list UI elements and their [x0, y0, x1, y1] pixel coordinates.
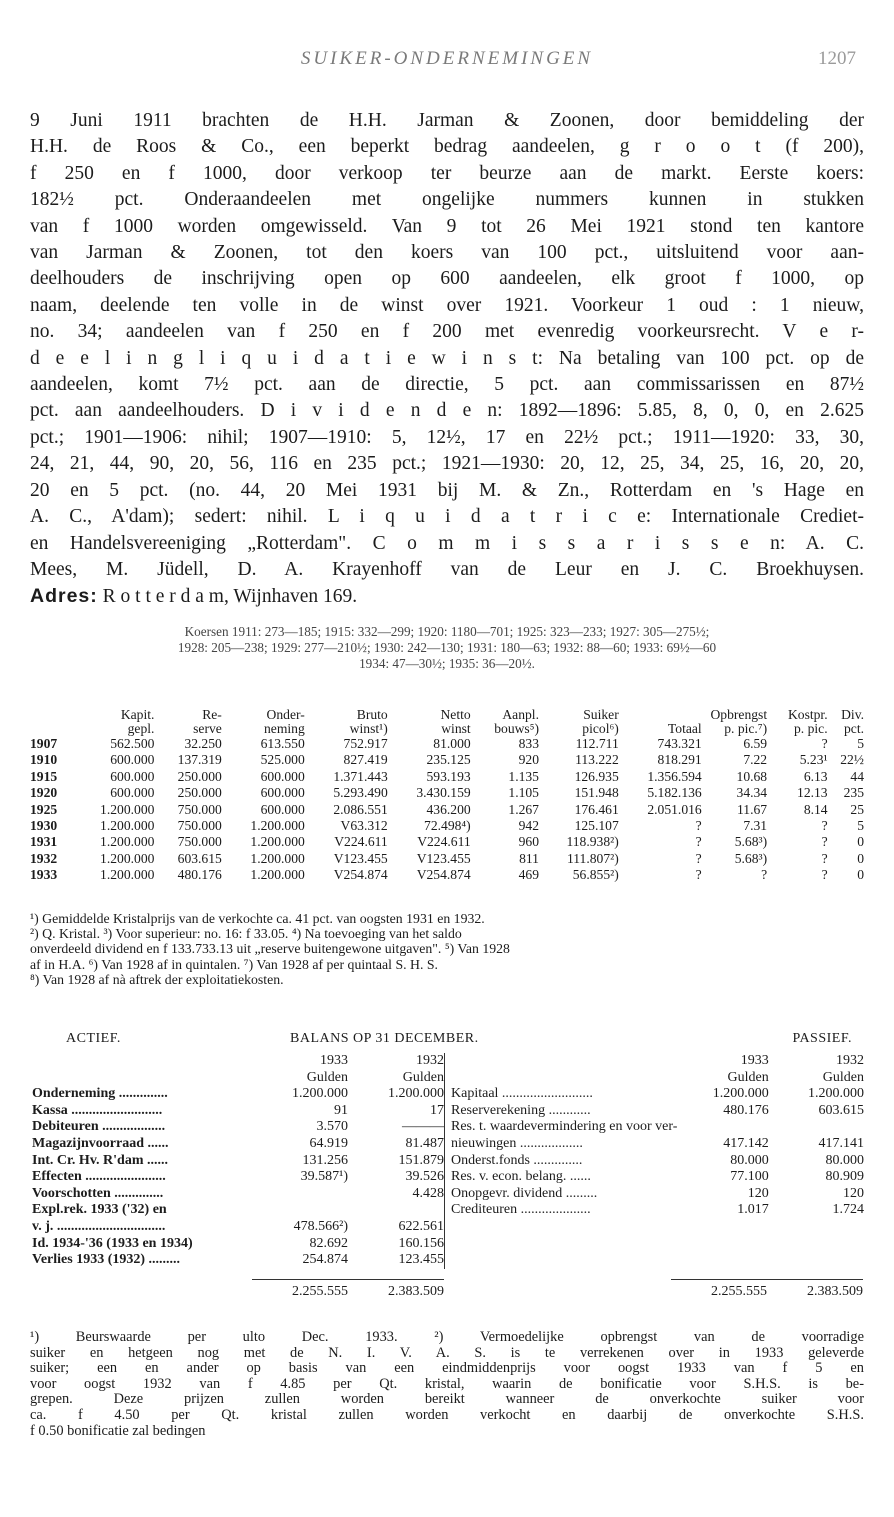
stats-value-cell: 827.419: [343, 752, 388, 768]
stats-value-cell: 600.000: [260, 768, 305, 784]
stats-value-cell: ?: [695, 818, 702, 834]
actief-row: [30, 1103, 444, 1120]
stats-value-cell: ?: [761, 867, 768, 883]
stats-value-cell: 1.200.000: [250, 834, 305, 850]
unit-label: Gulden: [822, 1069, 864, 1085]
stats-header-cell: Bruto: [356, 707, 388, 722]
footnote-line: suiker en hetgeen nog met de N. I. V. A. S. is te verrekenen over in 1933 geleverde: [30, 1344, 864, 1361]
year-1932: 1932: [416, 1053, 444, 1068]
stats-value-cell: 125.107: [574, 818, 619, 834]
stats-value-cell: 1.135: [508, 768, 539, 784]
stats-year-cell: 1932: [30, 850, 58, 866]
stats-value-cell: 10.68: [736, 768, 768, 784]
balance-value-1933: 39.587¹): [300, 1169, 348, 1185]
stats-year-cell: 1907: [30, 736, 58, 751]
body-line: H.H. de Roos & Co., een beperkt bedrag aandeelen, g r o o t (f 200),: [30, 136, 864, 158]
stats-value-cell: 1.105: [508, 785, 539, 801]
balance-title: BALANS OP 31 DECEMBER.: [290, 1031, 479, 1046]
actief-body: [30, 1086, 444, 1269]
stats-value-cell: 235: [843, 785, 864, 801]
stats-value-cell: 2.086.551: [333, 801, 388, 817]
stats-header-cell: Div.: [841, 707, 864, 722]
balance-value-1933: 80.000: [730, 1152, 769, 1168]
stats-value-cell: V63.312: [340, 818, 388, 834]
stats-value-cell: 8.14: [803, 801, 828, 817]
stats-value-cell: V224.611: [417, 834, 471, 850]
stats-value-cell: 250.000: [177, 785, 222, 801]
actief-row: [30, 1252, 444, 1269]
balance-value-1932: 39.526: [405, 1169, 444, 1185]
footnote-line: ²) Q. Kristal. ³) Voor superieur: no. 16: f 33.05. ⁴) Na toevoeging van het saldo: [30, 926, 462, 942]
stats-row: [30, 769, 864, 785]
stats-value-cell: 112.711: [575, 736, 619, 751]
stats-value-cell: V254.874: [416, 867, 471, 883]
total-1933: 2.255.555: [252, 1279, 348, 1300]
balance-value-1933: 120: [747, 1185, 769, 1201]
actief-unit-row: [30, 1070, 444, 1087]
stats-value-cell: 235.125: [426, 752, 471, 768]
stats-value-cell: 34.34: [736, 785, 768, 801]
passief-body: [445, 1086, 864, 1219]
stats-header-cell: p. pic.: [794, 721, 828, 736]
footnote-line: f 0.50 bonificatie zal bedingen: [30, 1422, 206, 1439]
passief-year-row: [445, 1053, 864, 1070]
stats-year-cell: 1915: [30, 768, 58, 784]
balance-value-1933: 77.100: [730, 1169, 769, 1185]
balance-value-1933: [256, 1186, 348, 1203]
footnote-line: af in H.A. ⁶) Van 1928 af in quintalen. ⁷) Van 1928 af per quintaal S. H. S.: [30, 956, 438, 972]
stats-value-cell: 818.291: [657, 752, 702, 768]
quotes-line: 1928: 205—238; 1929: 277—210½; 1930: 242—130; 1931: 180—63; 1932: 88—60; 1933: 69½—60: [177, 640, 717, 655]
stats-value-cell: 3.430.159: [416, 785, 471, 801]
balance-value-1932: ———: [402, 1119, 444, 1135]
footnote-line: ca. f 4.50 per Qt. kristal zullen worden verkocht en daarbij de onverkochte S.H.S.: [30, 1406, 864, 1423]
stats-header-cell: neming: [264, 721, 305, 736]
year-1933: 1933: [320, 1053, 348, 1068]
body-line: deelhouders de inschrijving open op 600 aandeelen, elk groot f 1000, op: [30, 268, 864, 290]
passief-row: [445, 1202, 864, 1219]
stats-header-cell: Netto: [440, 707, 471, 722]
body-line: 24, 21, 44, 90, 20, 56, 116 en 235 pct.; 1921—1930: 20, 12, 25, 34, 25, 16, 20, 20,: [30, 453, 864, 475]
balance-value-1933: 480.176: [723, 1102, 769, 1118]
stats-value-cell: 752.917: [343, 736, 388, 751]
balance-sheet: [30, 1031, 864, 1300]
balance-value-1933: 1.200.000: [292, 1086, 348, 1102]
balance-item-label: Res. t. waardevermindering en voor ver-: [451, 1119, 678, 1135]
balance-item-label: Id. 1934-'36 (1933 en 1934): [32, 1235, 193, 1251]
actief-year-row: [30, 1053, 444, 1070]
stats-value-cell: 743.321: [657, 736, 702, 751]
footnote-line: suiker; een en ander op basis van een eindmiddenprijs voor oogst 1933 van f 5 en: [30, 1360, 864, 1377]
passief-heading: PASSIEF.: [792, 1031, 852, 1046]
balance-item-label: Onderst.fonds ..............: [451, 1152, 583, 1168]
balance-value-1932: 603.615: [818, 1102, 864, 1118]
stats-value-cell: 920: [518, 752, 539, 768]
unit-label: Gulden: [306, 1069, 348, 1085]
balance-item-label: Kapitaal ..........................: [451, 1086, 593, 1102]
balance-headings: [30, 1031, 864, 1053]
balance-item-label: Res. v. econ. belang. ......: [451, 1169, 591, 1185]
stats-value-cell: 7.22: [743, 752, 768, 768]
stats-value-cell: ?: [821, 867, 828, 883]
stats-header-cell: pct.: [843, 721, 864, 736]
stats-header-cell: Re-: [202, 707, 222, 722]
stats-value-cell: V123.455: [333, 850, 388, 866]
actief-totals: [30, 1279, 444, 1300]
stats-value-cell: 113.222: [575, 752, 619, 768]
balance-item-label: Crediteuren ....................: [451, 1202, 591, 1218]
stats-value-cell: 5: [857, 736, 864, 751]
actief-row: [30, 1219, 444, 1236]
stats-value-cell: 1.200.000: [100, 818, 155, 834]
balance-item-label: Onderneming ..............: [32, 1086, 168, 1102]
balance-value-1933: 64.919: [309, 1135, 348, 1151]
body-line: f 250 en f 1000, door verkoop ter beurze aan de markt. Eerste koers:: [30, 162, 864, 184]
actief-side: [30, 1053, 444, 1269]
stats-value-cell: 151.948: [574, 785, 619, 801]
stats-value-cell: 1.200.000: [250, 867, 305, 883]
stats-value-cell: ?: [821, 834, 828, 850]
passief-row: [445, 1186, 864, 1203]
stats-value-cell: 176.461: [574, 801, 619, 817]
balance-value-1932: 17: [430, 1102, 444, 1118]
stats-row: [30, 752, 864, 768]
stats-value-cell: V254.874: [333, 867, 388, 883]
balance-item-label: Magazijnvoorraad ......: [32, 1135, 169, 1151]
balance-footnotes: [30, 1330, 864, 1439]
stats-year-cell: 1910: [30, 752, 58, 768]
footnote-line: voor oogst 1932 van f 4.85 per Qt. kristal, waarin de bonificatie voor S.H.S. is be-: [30, 1375, 864, 1392]
stats-value-cell: 72.498⁴): [424, 818, 471, 834]
balance-value-1933: 478.566²): [293, 1218, 348, 1234]
stats-value-cell: 593.193: [426, 768, 471, 784]
body-line: pct.; 1901—1906: nihil; 1907—1910: 5, 12½, 17 en 22½ pct.; 1911—1920: 33, 30,: [30, 426, 864, 448]
body-line: no. 34; aandeelen van f 250 en f 200 met evenredig voorkeursrecht. V e r-: [30, 321, 864, 343]
body-line: van Jarman & Zoonen, tot den koers van 100 pct., uitsluitend voor aan-: [30, 242, 864, 264]
stats-header-cell: Suiker: [583, 707, 619, 722]
actief-row: [30, 1236, 444, 1253]
year-1932: 1932: [836, 1053, 864, 1068]
total-1933: 2.255.555: [671, 1279, 767, 1300]
page-header: [0, 48, 894, 76]
stats-header-cell: Totaal: [667, 721, 702, 736]
actief-row: [30, 1086, 444, 1103]
balance-value-1932: 160.156: [398, 1235, 444, 1251]
stats-value-cell: 126.935: [574, 768, 619, 784]
stats-value-cell: V123.455: [416, 850, 471, 866]
stats-value-cell: 525.000: [260, 752, 305, 768]
passief-row: [445, 1103, 864, 1120]
body-line: A. C., A'dam); sedert: nihil. L i q u i d a t r i c e: Internationale Crediet-: [30, 506, 864, 528]
stats-value-cell: 600.000: [110, 752, 155, 768]
body-line: 9 Juni 1911 brachten de H.H. Jarman & Zoonen, door bemiddeling der: [30, 110, 864, 131]
body-line: naam, deelende ten volle in de winst over 1921. Voorkeur 1 oud : 1 nieuw,: [30, 294, 864, 316]
address-line: [30, 583, 864, 610]
stats-value-cell: 811: [519, 850, 539, 866]
balance-item-label: Expl.rek. 1933 ('32) en: [32, 1202, 167, 1218]
balance-value-1932: 120: [843, 1185, 864, 1201]
stats-value-cell: 6.59: [743, 736, 768, 751]
stats-value-cell: 5.182.136: [647, 785, 702, 801]
stats-value-cell: 56.855²): [572, 867, 619, 883]
passief-row: [445, 1119, 864, 1136]
stats-value-cell: 1.371.443: [333, 768, 388, 784]
passief-totals: [444, 1279, 863, 1300]
year-1933: 1933: [740, 1053, 769, 1068]
stats-value-cell: 942: [518, 818, 539, 834]
stats-value-cell: 1.267: [508, 801, 539, 817]
stats-year-cell: 1930: [30, 818, 58, 834]
stats-value-cell: 0: [857, 834, 864, 850]
total-1932: 2.383.509: [348, 1279, 444, 1300]
stats-value-cell: 118.938²): [566, 834, 619, 850]
actief-row: [30, 1136, 444, 1153]
address-label: Adres:: [30, 585, 98, 608]
stats-value-cell: ?: [821, 818, 828, 834]
stats-value-cell: 1.200.000: [100, 834, 155, 850]
stats-value-cell: 44: [850, 768, 864, 784]
stats-value-cell: ?: [695, 834, 702, 850]
stats-value-cell: 7.31: [743, 818, 768, 834]
stats-value-cell: 12.13: [797, 785, 828, 801]
page-number: 1207: [818, 48, 856, 69]
stats-year-cell: 1931: [30, 834, 58, 850]
stats-header-cell: winst¹): [349, 721, 388, 736]
stats-header-cell: picol⁶): [582, 721, 619, 736]
stats-header-cell: Kostpr.: [787, 707, 828, 722]
stats-value-cell: 613.550: [260, 736, 305, 751]
passief-row: [445, 1136, 864, 1153]
stats-value-cell: ?: [695, 850, 702, 866]
stats-row: [30, 867, 864, 883]
balance-value-1932: 4.428: [412, 1185, 444, 1201]
actief-row: [30, 1202, 444, 1219]
quotes-line: Koersen 1911: 273—185; 1915: 332—299; 1920: 1180—701; 1925: 323—233; 1927: 305—275½;: [184, 624, 710, 639]
footnote-line: onverdeeld dividend en f 133.733.13 uit „reserve buitengewone uitgaven". ⁵) Van 1928: [30, 941, 510, 957]
stats-value-cell: V224.611: [334, 834, 388, 850]
stats-header-cell: Onder-: [266, 707, 305, 722]
stats-value-cell: 0: [857, 850, 864, 866]
stats-header-cell: [30, 722, 71, 736]
body-line: van f 1000 worden omgewisseld. Van 9 tot 26 Mei 1921 stond ten kantore: [30, 215, 864, 237]
passief-side: [444, 1053, 864, 1269]
balance-value-1932: 1.200.000: [388, 1086, 444, 1102]
stats-value-cell: 750.000: [177, 834, 222, 850]
balance-value-1933: 131.256: [302, 1152, 348, 1168]
stats-header-cell: Opbrengst: [710, 707, 768, 722]
stats-value-cell: 25: [850, 801, 864, 817]
stats-value-cell: 1.200.000: [100, 801, 155, 817]
body-line: Mees, M. Jüdell, D. A. Krayenhoff van de Leur en J. C. Broekhuysen.: [30, 558, 864, 580]
balance-value-1932: [348, 1202, 444, 1219]
body-line: en Handelsvereeniging „Rotterdam". C o m m i s s a r i s s e n: A. C.: [30, 532, 864, 554]
balance-value-1932: 81.487: [405, 1135, 444, 1151]
stats-year-cell: 1925: [30, 801, 58, 817]
stats-header-cell: gepl.: [127, 721, 155, 736]
actief-row: [30, 1119, 444, 1136]
balance-value-1933: [677, 1119, 768, 1136]
balance-value-1933: 1.017: [737, 1202, 769, 1218]
stats-value-cell: 6.13: [803, 768, 828, 784]
stats-value-cell: 0: [857, 867, 864, 883]
stats-row: [30, 834, 864, 850]
stats-value-cell: 32.250: [184, 736, 222, 751]
balance-item-label: Effecten .......................: [32, 1169, 166, 1185]
balance-value-1932: 80.909: [825, 1169, 864, 1185]
stats-year-cell: 1933: [30, 867, 58, 883]
stats-value-cell: 960: [518, 834, 539, 850]
stats-value-cell: 5.293.490: [333, 785, 388, 801]
balance-item-label: Int. Cr. Hv. R'dam ......: [32, 1152, 169, 1168]
stats-row: [30, 818, 864, 834]
stats-value-cell: 833: [518, 736, 539, 751]
unit-label: Gulden: [402, 1069, 444, 1085]
balance-value-1933: [256, 1202, 348, 1219]
stats-value-cell: 480.176: [177, 867, 222, 883]
unit-label: Gulden: [727, 1069, 769, 1085]
stats-row: [30, 736, 864, 752]
address-value: R o t t e r d a m, Wijnhaven 169.: [97, 586, 358, 608]
statistics-table: [30, 708, 864, 884]
balance-value-1933: 254.874: [302, 1252, 348, 1268]
stats-value-cell: ?: [821, 850, 828, 866]
footnote-line: ¹) Gemiddelde Kristalprijs van de verkochte ca. 41 pct. van oogsten 1931 en 1932.: [30, 911, 485, 926]
stats-value-cell: 5.68³): [734, 850, 768, 866]
stats-value-cell: 111.807²): [566, 850, 619, 866]
stats-value-cell: 1.200.000: [250, 850, 305, 866]
running-title: SUIKER-ONDERNEMINGEN: [300, 48, 594, 69]
balance-item-label: v. j. ...............................: [32, 1218, 166, 1234]
balance-value-1933: 91: [334, 1102, 348, 1118]
balance-item-label: Reserverekening ............: [451, 1102, 591, 1118]
actief-heading: ACTIEF.: [66, 1031, 121, 1046]
body-line: aandeelen, komt 7½ pct. aan de directie, 5 pct. aan commissarissen en 87½: [30, 374, 864, 396]
balance-value-1933: 82.692: [309, 1235, 348, 1251]
stats-body: [30, 736, 864, 884]
balance-value-1933: 3.570: [316, 1119, 348, 1135]
stats-value-cell: 250.000: [177, 768, 222, 784]
stats-value-cell: 22½: [840, 752, 864, 768]
balance-columns: [30, 1053, 864, 1269]
body-line: d e e l i n g l i q u i d a t i e w i n s t: Na betaling van 100 pct. op de: [30, 347, 864, 369]
stats-row: [30, 851, 864, 867]
passief-row: [445, 1153, 864, 1170]
stats-value-cell: 750.000: [177, 801, 222, 817]
stats-value-cell: 600.000: [110, 785, 155, 801]
company-description: [30, 108, 864, 611]
stats-value-cell: 603.615: [177, 850, 222, 866]
footnote-line: ⁸) Van 1928 af nà aftrek der exploitatiekosten.: [30, 971, 284, 987]
balance-item-label: Voorschotten ..............: [32, 1185, 164, 1201]
stats-value-cell: 600.000: [260, 801, 305, 817]
stats-value-cell: ?: [821, 736, 828, 751]
stats-header-cell: [30, 708, 71, 722]
actief-row: [30, 1169, 444, 1186]
stats-value-cell: 5.23¹: [799, 752, 828, 768]
stats-header-row-2: [30, 722, 864, 736]
stats-header-cell: Kapit.: [120, 707, 155, 722]
passief-row: [445, 1169, 864, 1186]
balance-value-1932: 417.141: [818, 1135, 864, 1151]
passief-row: [445, 1086, 864, 1103]
stats-value-cell: ?: [695, 867, 702, 883]
statistics-footnotes: [30, 911, 864, 987]
stats-value-cell: 562.500: [110, 736, 155, 751]
balance-item-label: nieuwingen ..................: [451, 1135, 583, 1151]
stats-value-cell: 600.000: [110, 768, 155, 784]
passief-unit-row: [445, 1070, 864, 1087]
stats-header-cell: serve: [193, 721, 222, 736]
stats-value-cell: 81.000: [433, 736, 471, 751]
stats-value-cell: 1.200.000: [250, 818, 305, 834]
stats-value-cell: 1.200.000: [100, 850, 155, 866]
balance-value-1932: 80.000: [825, 1152, 864, 1168]
stats-year-cell: 1920: [30, 785, 58, 801]
balance-item-label: Verlies 1933 (1932) .........: [32, 1252, 181, 1268]
stats-header-cell: bouws⁵): [494, 721, 539, 736]
balance-value-1932: [769, 1119, 864, 1136]
stats-value-cell: 600.000: [260, 785, 305, 801]
actief-row: [30, 1153, 444, 1170]
stats-header-row-1: [30, 708, 864, 722]
stats-value-cell: 5.68³): [734, 834, 768, 850]
balance-value-1932: 151.879: [398, 1152, 444, 1168]
stats-value-cell: 137.319: [177, 752, 222, 768]
stats-header-cell: Aanpl.: [502, 707, 539, 722]
balance-value-1933: 417.142: [723, 1135, 769, 1151]
stats-value-cell: 11.67: [737, 801, 768, 817]
price-quotes: [30, 624, 864, 672]
actief-row: [30, 1186, 444, 1203]
stats-value-cell: 2.051.016: [647, 801, 702, 817]
balance-value-1933: 1.200.000: [712, 1086, 769, 1102]
balance-totals: [30, 1279, 864, 1300]
footnote-line: grepen. Deze prijzen zullen worden bereikt wanneer de onverkochte suiker voor: [30, 1391, 864, 1408]
body-line: pct. aan aandeelhouders. D i v i d e n d e n: 1892—1896: 5.85, 8, 0, 0, en 2.625: [30, 400, 864, 422]
balance-item-label: Onopgevr. dividend .........: [451, 1185, 598, 1201]
balance-item-label: Debiteuren ..................: [32, 1119, 166, 1135]
stats-header-cell: p. pic.⁷): [724, 721, 768, 736]
quotes-line: 1934: 47—30½; 1935: 36—20½.: [359, 656, 535, 671]
stats-value-cell: 5: [857, 818, 864, 834]
balance-value-1932: 123.455: [398, 1252, 444, 1268]
balance-item-label: Kassa ..........................: [32, 1102, 163, 1118]
stats-row: [30, 802, 864, 818]
stats-value-cell: 750.000: [177, 818, 222, 834]
total-1932: 2.383.509: [767, 1279, 863, 1300]
stats-value-cell: 469: [518, 867, 539, 883]
stats-value-cell: 1.200.000: [100, 867, 155, 883]
stats-header-cell: winst: [441, 721, 471, 736]
stats-row: [30, 785, 864, 801]
balance-value-1932: 1.724: [832, 1202, 864, 1218]
balance-value-1932: 1.200.000: [808, 1086, 864, 1102]
stats-value-cell: 436.200: [426, 801, 471, 817]
balance-value-1932: 622.561: [398, 1218, 444, 1234]
body-line: 182½ pct. Onderaandeelen met ongelijke nummers kunnen in stukken: [30, 189, 864, 211]
footnote-line: ¹) Beurswaarde per ulto Dec. 1933. ²) Vermoedelijke opbrengst van de voorradige: [30, 1329, 864, 1345]
stats-value-cell: 1.356.594: [647, 768, 702, 784]
body-line: 20 en 5 pct. (no. 44, 20 Mei 1931 bij M. & Zn., Rotterdam en 's Hage en: [30, 479, 864, 501]
